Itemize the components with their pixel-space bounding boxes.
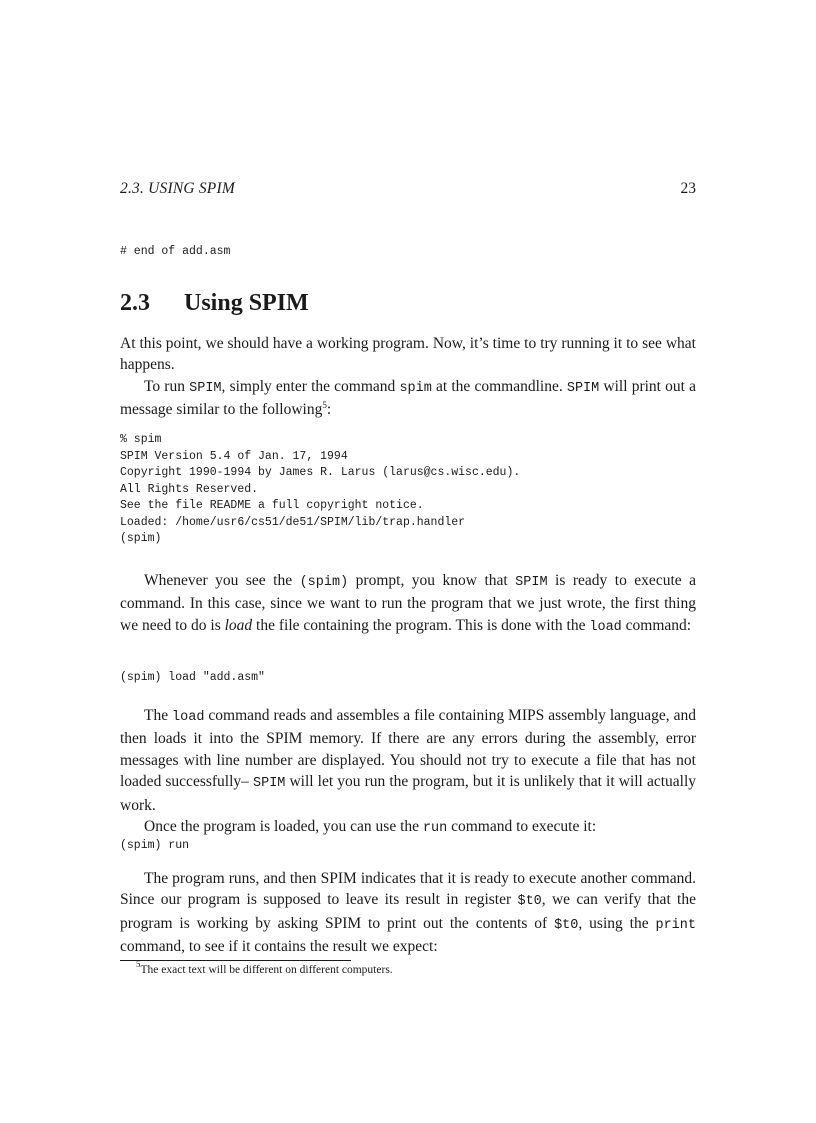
footnote-text: The exact text will be different on different computers. xyxy=(140,964,393,976)
running-header xyxy=(120,180,696,198)
inline-code: SPIM xyxy=(189,380,222,396)
emphasis: load xyxy=(224,616,253,634)
inline-code: load xyxy=(172,710,205,725)
footnote-ref: 5 xyxy=(322,400,327,411)
spim-output-line: All Rights Reserved. xyxy=(120,482,259,496)
inline-code: $t0 xyxy=(517,894,542,910)
spim-output-line: See the file README a full copyright notice. xyxy=(120,499,424,512)
spim-output-line: Copyright 1990-1994 by James R. Larus (larus@cs.wisc.edu). xyxy=(120,466,521,479)
chapter-header: 2.3. USING SPIM xyxy=(120,180,235,197)
body-block-1 xyxy=(120,333,696,421)
spim-output-line: % spim xyxy=(120,433,162,446)
footnote-divider xyxy=(120,960,351,961)
spim-output-line: SPIM Version 5.4 of Jan. 17, 1994 xyxy=(120,449,348,463)
inline-code: SPIM xyxy=(515,575,548,590)
page-number: 23 xyxy=(680,180,696,197)
run-command: (spim) run xyxy=(120,839,190,852)
inline-code: load xyxy=(589,619,622,635)
inline-code: run xyxy=(422,821,448,837)
spim-output-block xyxy=(120,432,696,548)
paragraph-run: Once the program is loaded, you can use the run command to execute it: xyxy=(144,818,597,837)
inline-code: print xyxy=(655,917,696,933)
inline-code: $t0 xyxy=(554,917,579,933)
section-heading xyxy=(120,290,696,317)
section-number: 2.3 xyxy=(120,290,150,316)
inline-code: (spim) xyxy=(299,575,349,590)
load-command: (spim) load "add.asm" xyxy=(120,671,265,684)
paragraph-print: The program runs, and then SPIM indicates that it is ready to execute another command. Since our program is supposed to leave its result in register $t0, we can verify that the program is working by asking SPIM to print out the contents of $t0, using the print command, to see if it contains the result we expect: xyxy=(120,870,696,956)
spim-output-line: (spim) xyxy=(120,532,162,545)
inline-code: SPIM xyxy=(566,380,600,396)
paragraph-run-spim: To run SPIM, simply enter the command spim at the commandline. SPIM will print out a message similar to the following$^5$: xyxy=(120,377,696,419)
body-block-2 xyxy=(120,705,696,839)
inline-code: spim xyxy=(399,380,432,396)
code-end-comment: # end of add.asm xyxy=(120,245,231,258)
section-title: Using SPIM xyxy=(184,290,309,316)
paragraph-spim-prompt: Whenever you see the (spim) prompt, you know that SPIM is ready to execute a command. In this case, since we want to run the program that we just wrote, the first thing we need to do is load the file containing the program. This is done with the load command: xyxy=(120,572,696,635)
inline-code: SPIM xyxy=(253,776,286,792)
paragraph-load: The load command reads and assembles a file containing MIPS assembly language, and then loads it into the SPIM memory. If there are any errors during the assembly, error messages with line number are displayed. You should not try to execute a file that has not loaded successfully– SPIM will let you run the program, but it is unlikely that it will actually work. xyxy=(120,707,697,814)
footnote xyxy=(136,959,696,978)
spim-output-line: Loaded: /home/usr6/cs51/de51/SPIM/lib/trap.handler xyxy=(120,515,466,529)
footnote-mark: 5 xyxy=(136,959,141,969)
paragraph-intro: At this point, we should have a working program. Now, it’s time to try running it to see what happens. xyxy=(120,335,696,374)
